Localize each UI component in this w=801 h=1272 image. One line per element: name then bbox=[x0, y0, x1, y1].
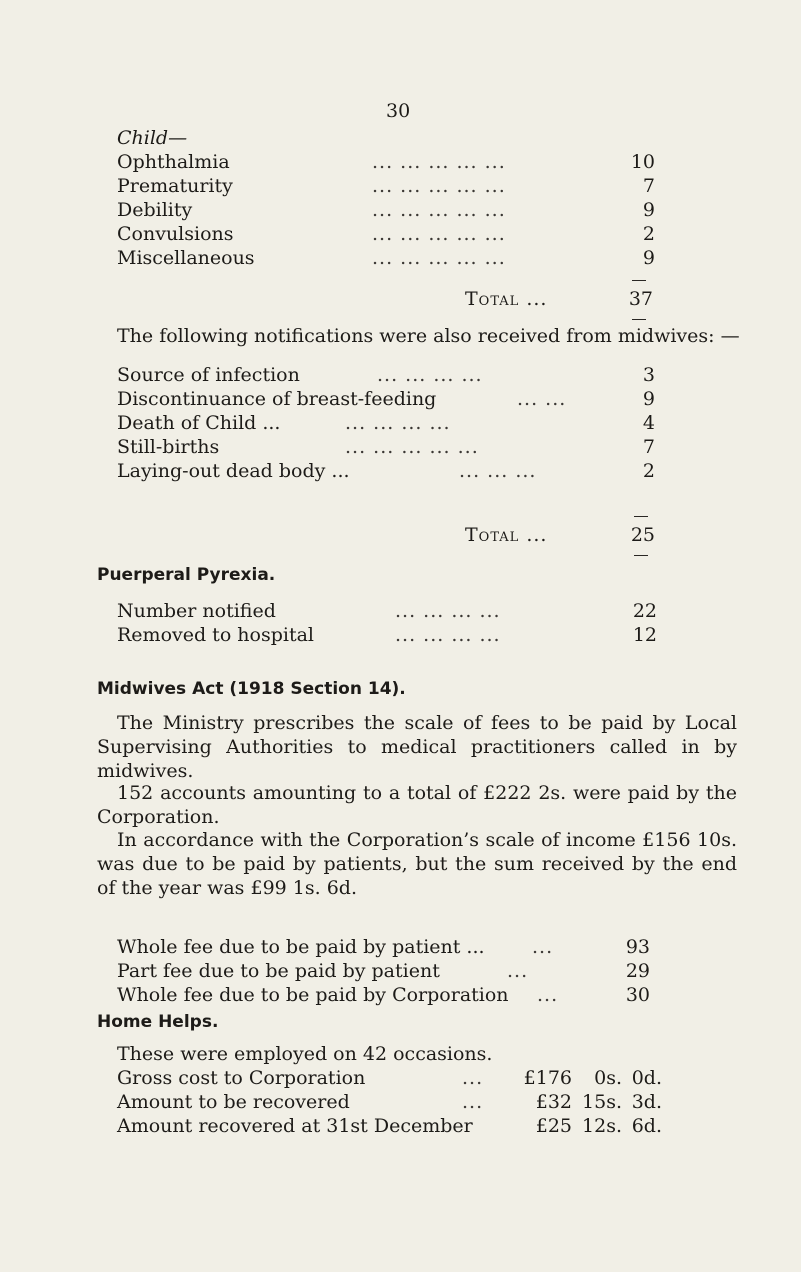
row-label: Number notified bbox=[117, 600, 276, 622]
table-row bbox=[117, 959, 657, 983]
row-label: Debility bbox=[117, 199, 193, 221]
row-value: 9 bbox=[642, 388, 655, 410]
leader-dots: ... ... ... ... bbox=[377, 364, 483, 386]
table-row bbox=[117, 387, 657, 411]
leader-dots: ... bbox=[462, 1067, 484, 1089]
midwives-act-heading: Midwives Act (1918 Section 14). bbox=[97, 679, 406, 699]
page-number: 30 bbox=[386, 100, 411, 122]
rule bbox=[632, 319, 646, 320]
pence-value: 3d. bbox=[631, 1091, 662, 1113]
pounds-value: £25 bbox=[535, 1115, 572, 1137]
row-value: 22 bbox=[632, 600, 657, 622]
leader-dots: ... ... ... bbox=[459, 460, 537, 482]
row-value: 10 bbox=[630, 151, 655, 173]
row-label: Removed to hospital bbox=[117, 624, 315, 646]
rule bbox=[632, 280, 646, 281]
row-label: Convulsions bbox=[117, 223, 234, 245]
row-value: 30 bbox=[625, 984, 650, 1006]
home-helps-heading: Home Helps. bbox=[97, 1012, 219, 1032]
total-value: 25 bbox=[630, 524, 655, 546]
row-value: 4 bbox=[642, 412, 655, 434]
shillings-value: 0s. bbox=[594, 1067, 622, 1089]
leader-dots: ... bbox=[537, 984, 559, 1006]
table-row bbox=[117, 198, 657, 222]
shillings-value: 15s. bbox=[582, 1091, 622, 1113]
midwives-total-row bbox=[465, 523, 655, 547]
row-value: 93 bbox=[625, 936, 650, 958]
total-value: 37 bbox=[628, 288, 653, 310]
row-value: 7 bbox=[642, 175, 655, 197]
table-row bbox=[117, 459, 657, 483]
leader-dots: ... ... ... ... bbox=[395, 624, 501, 646]
pounds-value: £32 bbox=[535, 1091, 572, 1113]
row-value: 2 bbox=[642, 223, 655, 245]
table-row bbox=[117, 411, 657, 435]
table-row bbox=[117, 623, 657, 647]
table-row bbox=[117, 983, 657, 1007]
row-label: Source of infection bbox=[117, 364, 300, 386]
leader-dots: ... bbox=[462, 1091, 484, 1113]
row-label: Gross cost to Corporation bbox=[117, 1067, 366, 1089]
table-row bbox=[117, 150, 657, 174]
table-row bbox=[117, 174, 657, 198]
puerperal-heading: Puerperal Pyrexia. bbox=[97, 565, 276, 585]
row-value: 29 bbox=[625, 960, 650, 982]
pence-value: 6d. bbox=[631, 1115, 662, 1137]
child-total-row bbox=[465, 287, 655, 311]
leader-dots: ... bbox=[507, 960, 529, 982]
row-label: Prematurity bbox=[117, 175, 233, 197]
row-label: Part fee due to be paid by patient bbox=[117, 960, 440, 982]
table-row bbox=[117, 935, 657, 959]
pounds-value: £176 bbox=[523, 1067, 572, 1089]
leader-dots: ... ... ... ... ... bbox=[372, 223, 506, 245]
leader-dots: ... ... ... ... ... bbox=[372, 199, 506, 221]
row-label: Discontinuance of breast-feeding bbox=[117, 388, 437, 410]
rule bbox=[634, 516, 648, 517]
row-label: Death of Child ... bbox=[117, 412, 281, 434]
total-label: Total ... bbox=[465, 288, 548, 310]
rule bbox=[634, 555, 648, 556]
midwives-act-paragraph-1: The Ministry prescribes the scale of fees to be paid by Local Supervising Authorities to medical practitioners called in by midwives. bbox=[97, 712, 737, 782]
row-value: 7 bbox=[642, 436, 655, 458]
row-label: Miscellaneous bbox=[117, 247, 255, 269]
row-label: Amount recovered at 31st December bbox=[117, 1115, 473, 1137]
table-row bbox=[117, 599, 657, 623]
row-value: 9 bbox=[642, 199, 655, 221]
pence-value: 0d. bbox=[631, 1067, 662, 1089]
total-label: Total ... bbox=[465, 524, 548, 546]
table-row bbox=[117, 222, 657, 246]
row-label: Amount to be recovered bbox=[117, 1091, 350, 1113]
midwives-intro: The following notifications were also received from midwives: — bbox=[117, 325, 740, 347]
leader-dots: ... ... ... ... bbox=[395, 600, 501, 622]
leader-dots: ... ... bbox=[517, 388, 567, 410]
leader-dots: ... ... ... ... ... bbox=[372, 151, 506, 173]
leader-dots: ... ... ... ... ... bbox=[345, 436, 479, 458]
leader-dots: ... bbox=[532, 936, 554, 958]
table-row bbox=[117, 1066, 677, 1090]
leader-dots: ... ... ... ... ... bbox=[372, 247, 506, 269]
leader-dots: ... ... ... ... ... bbox=[372, 175, 506, 197]
table-row bbox=[117, 1090, 677, 1114]
row-label: Still-births bbox=[117, 436, 220, 458]
table-row bbox=[117, 246, 657, 270]
midwives-act-paragraph-3: In accordance with the Corporation’s scale of income £156 10s. was due to be paid by patients, but the sum received by the end of the year was £99 1s. 6d. bbox=[97, 829, 737, 899]
row-label: Ophthalmia bbox=[117, 151, 230, 173]
row-label: Laying-out dead body ... bbox=[117, 460, 350, 482]
table-row bbox=[117, 435, 657, 459]
row-label: Whole fee due to be paid by Corporation bbox=[117, 984, 509, 1006]
row-value: 3 bbox=[642, 364, 655, 386]
home-helps-intro: These were employed on 42 occasions. bbox=[117, 1043, 493, 1065]
midwives-act-paragraph-2: 152 accounts amounting to a total of £222 2s. were paid by the Corporation. bbox=[97, 782, 737, 828]
row-value: 12 bbox=[632, 624, 657, 646]
shillings-value: 12s. bbox=[582, 1115, 622, 1137]
leader-dots: ... ... ... ... bbox=[345, 412, 451, 434]
row-value: 9 bbox=[642, 247, 655, 269]
child-heading: Child— bbox=[117, 127, 188, 149]
table-row bbox=[117, 1114, 677, 1138]
row-value: 2 bbox=[642, 460, 655, 482]
row-label: Whole fee due to be paid by patient ... bbox=[117, 936, 485, 958]
table-row bbox=[117, 363, 657, 387]
